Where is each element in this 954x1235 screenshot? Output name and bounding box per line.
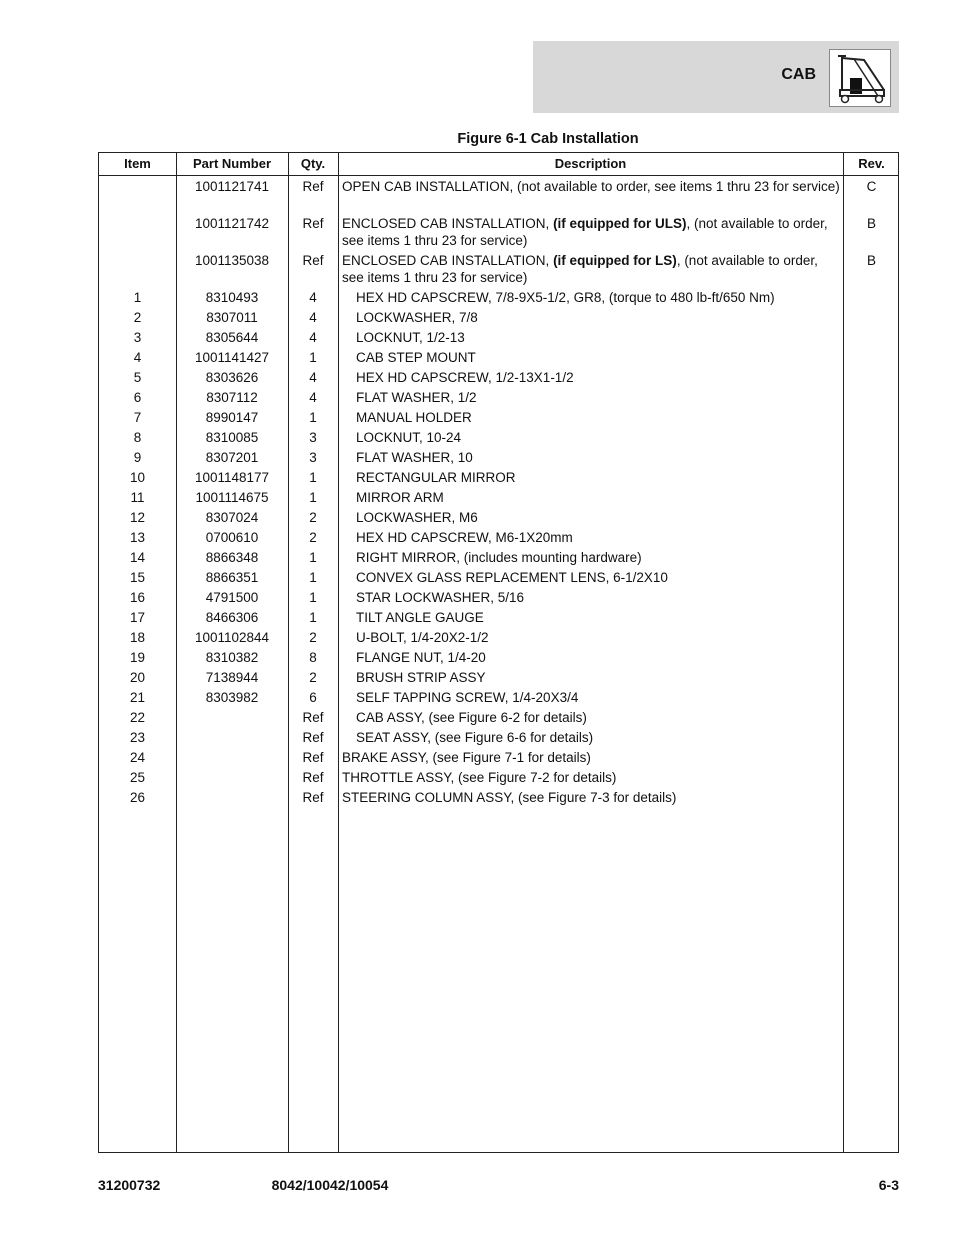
item-number-cell: 17 (129, 610, 146, 625)
description-cell: TILT ANGLE GAUGE (356, 610, 484, 625)
table-row (99, 307, 898, 327)
item-number-cell: 12 (129, 510, 146, 525)
rev-cell: B (866, 216, 876, 231)
table-row (99, 527, 898, 547)
qty-cell: 3 (309, 450, 317, 465)
table-row (99, 607, 898, 627)
qty-cell: 2 (309, 670, 317, 685)
table-row (99, 507, 898, 527)
item-number-cell: 25 (129, 770, 146, 785)
item-number-cell: 16 (129, 590, 146, 605)
item-number-cell: 8 (133, 430, 142, 445)
description-cell: LOCKNUT, 10-24 (356, 430, 462, 445)
item-number-cell: 3 (133, 330, 142, 345)
column-header-qty: Qty. (300, 156, 326, 171)
description-text: , (not available to order, see items 1 thru 23 for service) (342, 216, 828, 248)
table-row (99, 387, 898, 407)
item-number-cell: 22 (129, 710, 146, 725)
qty-cell: Ref (302, 179, 324, 194)
part-number-cell: 8305644 (205, 330, 259, 345)
description-text: OPEN CAB INSTALLATION, (not available to order, see items 1 thru 23 for service) (342, 179, 840, 194)
qty-cell: Ref (302, 770, 324, 785)
description-cell: LOCKWASHER, M6 (356, 510, 478, 525)
item-number-cell: 19 (129, 650, 146, 665)
description-cell: SELF TAPPING SCREW, 1/4-20X3/4 (356, 690, 579, 705)
description-cell: HEX HD CAPSCREW, 7/8-9X5-1/2, GR8, (torque to 480 lb-ft/650 Nm) (356, 290, 775, 305)
part-number-cell: 8466306 (205, 610, 259, 625)
description-cell: STAR LOCKWASHER, 5/16 (356, 590, 525, 605)
qty-cell: 4 (309, 370, 317, 385)
part-number-cell: 4791500 (205, 590, 259, 605)
table-row (99, 647, 898, 667)
qty-cell: 1 (309, 590, 317, 605)
figure-title: Figure 6-1 Cab Installation (457, 131, 639, 147)
description-emphasis: (if equipped for LS) (553, 253, 677, 268)
description-cell: U-BOLT, 1/4-20X2-1/2 (356, 630, 489, 645)
qty-cell: 2 (309, 530, 317, 545)
column-header-item: Item (124, 156, 151, 171)
parts-table (98, 152, 899, 1153)
part-number-cell: 8310493 (205, 290, 259, 305)
description-cell: THROTTLE ASSY, (see Figure 7-2 for details) (342, 770, 617, 785)
description-cell: FLAT WASHER, 1/2 (356, 390, 477, 405)
qty-cell: 4 (309, 310, 317, 325)
description-cell: RECTANGULAR MIRROR (356, 470, 516, 485)
item-number-cell: 10 (129, 470, 146, 485)
qty-cell: 4 (309, 290, 317, 305)
item-number-cell: 13 (129, 530, 146, 545)
qty-cell: 1 (309, 610, 317, 625)
description-cell: BRUSH STRIP ASSY (356, 670, 486, 685)
description-cell: FLANGE NUT, 1/4-20 (356, 650, 486, 665)
table-row (99, 727, 898, 747)
description-cell (342, 252, 842, 286)
column-header-description: Description (554, 156, 627, 171)
item-number-cell: 2 (133, 310, 142, 325)
qty-cell: 1 (309, 570, 317, 585)
qty-cell: Ref (302, 216, 324, 231)
qty-cell: 2 (309, 630, 317, 645)
table-header-row (99, 153, 898, 176)
qty-cell: 1 (309, 350, 317, 365)
description-cell: HEX HD CAPSCREW, M6-1X20mm (356, 530, 573, 545)
description-cell: LOCKWASHER, 7/8 (356, 310, 478, 325)
qty-cell: 1 (309, 470, 317, 485)
description-text: ENCLOSED CAB INSTALLATION, (342, 253, 554, 268)
part-number-cell: 1001121741 (194, 179, 270, 194)
description-cell: STEERING COLUMN ASSY, (see Figure 7-3 for details) (342, 790, 677, 805)
part-number-cell: 8866351 (205, 570, 259, 585)
item-number-cell: 5 (133, 370, 142, 385)
item-number-cell: 1 (133, 290, 142, 305)
item-number-cell: 23 (129, 730, 146, 745)
table-row (99, 487, 898, 507)
part-number-cell: 1001114675 (195, 490, 269, 505)
part-number-cell: 7138944 (205, 670, 259, 685)
table-row (99, 287, 898, 307)
part-number-cell: 8307112 (206, 390, 258, 405)
part-number-cell: 8310382 (205, 650, 259, 665)
table-body (99, 176, 898, 807)
table-row (99, 407, 898, 427)
column-header-rev: Rev. (858, 156, 885, 171)
qty-cell: 2 (309, 510, 317, 525)
table-row (99, 347, 898, 367)
table-row (99, 567, 898, 587)
description-cell: CAB STEP MOUNT (356, 350, 476, 365)
column-header-part-number: Part Number (192, 156, 272, 171)
table-row (99, 687, 898, 707)
item-number-cell: 9 (133, 450, 142, 465)
cab-machine-icon (829, 49, 891, 107)
table-row (99, 467, 898, 487)
qty-cell: Ref (302, 790, 324, 805)
item-number-cell: 24 (129, 750, 146, 765)
qty-cell: 8 (309, 650, 317, 665)
table-row (99, 447, 898, 467)
item-number-cell: 7 (133, 410, 142, 425)
table-row (99, 176, 898, 213)
qty-cell: Ref (302, 710, 324, 725)
rev-cell: B (866, 253, 876, 268)
footer-model-numbers: 8042/10042/10054 (271, 1177, 389, 1193)
table-row (99, 213, 898, 250)
table-row (99, 427, 898, 447)
table-row (99, 787, 898, 807)
part-number-cell: 0700610 (205, 530, 259, 545)
description-emphasis: (if equipped for ULS) (553, 216, 687, 231)
qty-cell: Ref (302, 253, 324, 268)
footer-page-number: 6-3 (878, 1177, 899, 1193)
rev-cell: C (866, 179, 877, 194)
description-cell: LOCKNUT, 1/2-13 (356, 330, 465, 345)
table-row (99, 327, 898, 347)
description-cell: CAB ASSY, (see Figure 6-2 for details) (356, 710, 587, 725)
part-number-cell: 8310085 (205, 430, 259, 445)
table-row (99, 667, 898, 687)
part-number-cell: 8866348 (205, 550, 259, 565)
part-number-cell: 1001148177 (194, 470, 270, 485)
description-cell: SEAT ASSY, (see Figure 6-6 for details) (356, 730, 594, 745)
qty-cell: Ref (302, 730, 324, 745)
item-number-cell: 26 (129, 790, 146, 805)
description-cell: MIRROR ARM (356, 490, 444, 505)
item-number-cell: 20 (129, 670, 146, 685)
description-text: ENCLOSED CAB INSTALLATION, (342, 216, 554, 231)
table-row (99, 767, 898, 787)
part-number-cell: 8307024 (205, 510, 259, 525)
qty-cell: 1 (309, 550, 317, 565)
part-number-cell: 8303982 (205, 690, 259, 705)
item-number-cell: 15 (129, 570, 146, 585)
qty-cell: 6 (309, 690, 317, 705)
footer-document-number: 31200732 (98, 1177, 161, 1193)
part-number-cell: 1001141427 (194, 350, 270, 365)
description-cell (342, 178, 842, 195)
table-row (99, 250, 898, 287)
part-number-cell: 1001121742 (194, 216, 270, 231)
table-row (99, 747, 898, 767)
item-number-cell: 4 (133, 350, 142, 365)
part-number-cell: 8303626 (205, 370, 259, 385)
description-cell: CONVEX GLASS REPLACEMENT LENS, 6-1/2X10 (356, 570, 668, 585)
item-number-cell: 11 (130, 490, 145, 505)
part-number-cell: 8307011 (206, 310, 258, 325)
qty-cell: 1 (309, 410, 317, 425)
description-text: , (not available to order, see items 1 thru 23 for service) (342, 253, 818, 285)
part-number-cell: 8990147 (205, 410, 259, 425)
table-row (99, 707, 898, 727)
description-cell: BRAKE ASSY, (see Figure 7-1 for details) (342, 750, 591, 765)
item-number-cell: 21 (129, 690, 146, 705)
item-number-cell: 14 (129, 550, 146, 565)
part-number-cell: 1001102844 (194, 630, 270, 645)
qty-cell: Ref (302, 750, 324, 765)
table-row (99, 627, 898, 647)
table-row (99, 367, 898, 387)
qty-cell: 4 (309, 330, 317, 345)
section-header-tab (533, 41, 899, 113)
description-cell (342, 215, 842, 249)
qty-cell: 1 (309, 490, 317, 505)
description-cell: RIGHT MIRROR, (includes mounting hardware) (356, 550, 642, 565)
table-row (99, 547, 898, 567)
description-cell: HEX HD CAPSCREW, 1/2-13X1-1/2 (356, 370, 574, 385)
item-number-cell: 18 (129, 630, 146, 645)
item-number-cell: 6 (133, 390, 142, 405)
qty-cell: 4 (309, 390, 317, 405)
part-number-cell: 1001135038 (194, 253, 270, 268)
table-row (99, 587, 898, 607)
part-number-cell: 8307201 (205, 450, 259, 465)
qty-cell: 3 (309, 430, 317, 445)
description-cell: MANUAL HOLDER (356, 410, 472, 425)
section-title: CAB (781, 66, 816, 83)
description-cell: FLAT WASHER, 10 (356, 450, 473, 465)
